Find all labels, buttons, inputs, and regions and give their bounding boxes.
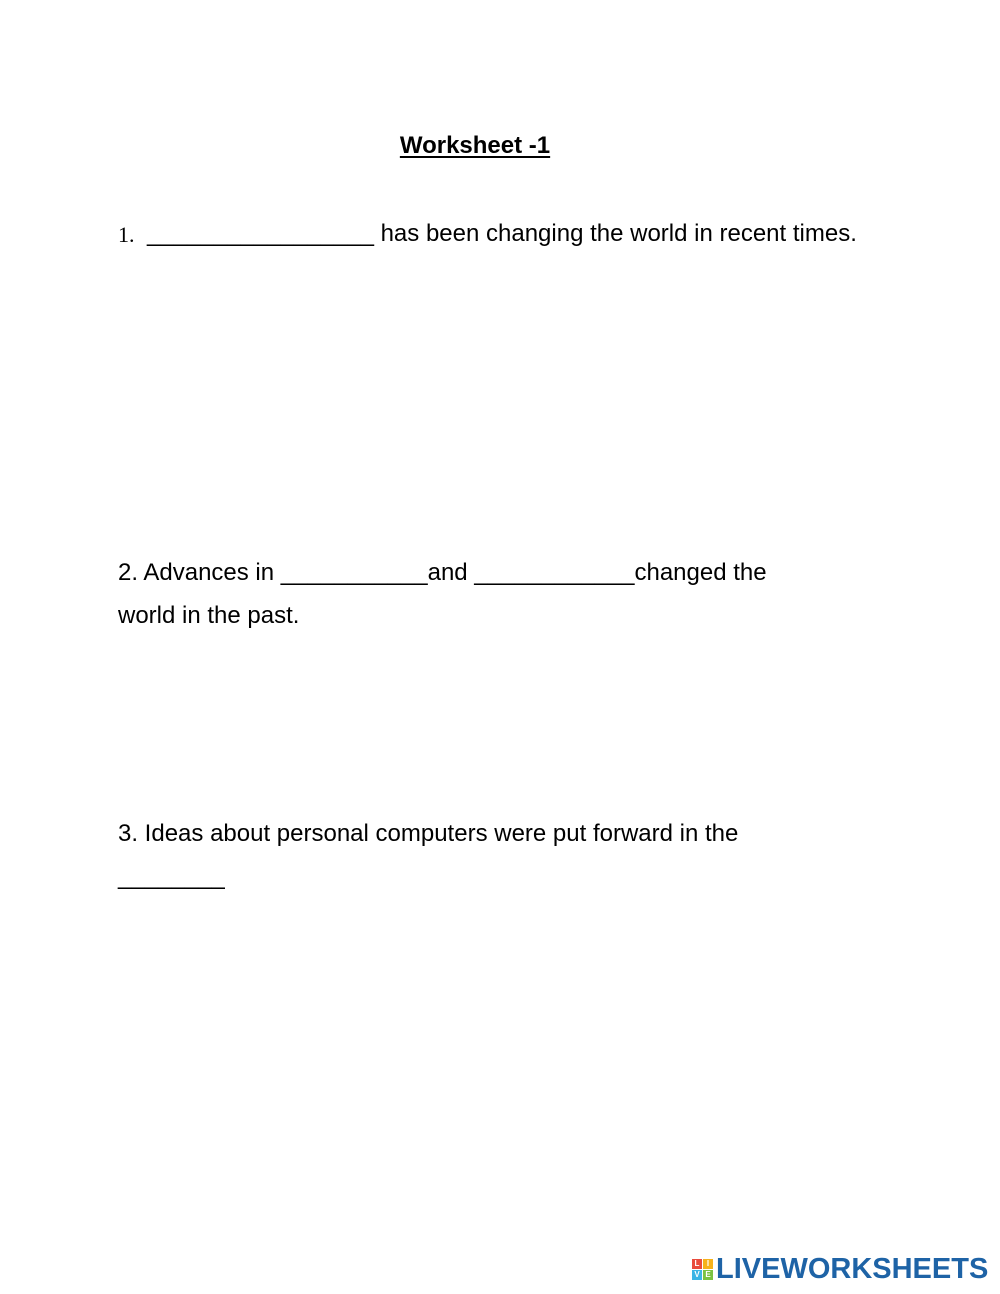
- question-2-line-2: world in the past.: [118, 602, 300, 629]
- logo-block: V: [692, 1270, 702, 1280]
- question-1-text: _________________ has been changing the world in recent times.: [147, 220, 857, 247]
- liveworksheets-logo: [692, 1252, 988, 1286]
- logo-blocks-icon: [692, 1259, 713, 1280]
- question-3-line-1: 3. Ideas about personal computers were put forward in the: [118, 820, 739, 847]
- question-2: [118, 551, 858, 637]
- logo-block: L: [692, 1259, 702, 1269]
- logo-block: I: [703, 1259, 713, 1269]
- question-3-line-2: ________: [118, 863, 225, 890]
- logo-block: E: [703, 1270, 713, 1280]
- question-2-line-1: 2. Advances in ___________and ____________changed the: [118, 559, 767, 586]
- question-1-number: 1.: [118, 222, 135, 247]
- question-3: [118, 812, 858, 898]
- worksheet-title: Worksheet -1: [399, 132, 551, 159]
- logo-text: LIVEWORKSHEETS: [716, 1253, 989, 1285]
